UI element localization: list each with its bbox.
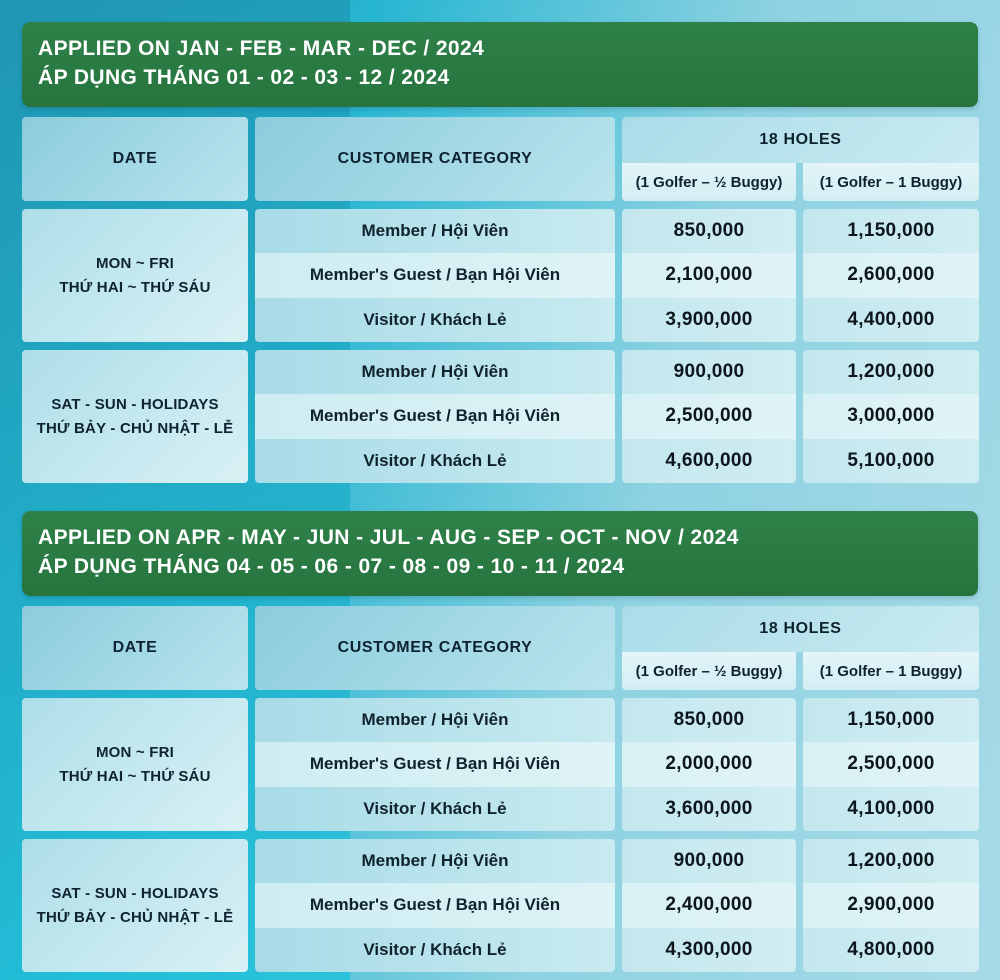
- category-label: Member's Guest / Bạn Hội Viên: [309, 895, 561, 915]
- banner-line-vi: ÁP DỤNG THÁNG 01 - 02 - 03 - 12 / 2024: [38, 65, 450, 89]
- price-full-buggy-cell: [803, 298, 979, 342]
- price-half-buggy-cell: [622, 298, 796, 342]
- day-group-line-en: SAT - SUN - HOLIDAYS: [51, 396, 219, 414]
- col-header-half-buggy: [622, 163, 796, 201]
- price-value: 2,500,000: [847, 753, 935, 775]
- price-value: 900,000: [673, 361, 745, 383]
- price-value: 1,150,000: [847, 220, 935, 242]
- banner-line-en: APPLIED ON APR - MAY - JUN - JUL - AUG - SEP - OCT - NOV / 2024: [38, 525, 739, 549]
- half-buggy-price-column: [622, 350, 796, 483]
- category-label: Visitor / Khách Lẻ: [363, 798, 507, 818]
- category-label: Member / Hội Viên: [361, 362, 509, 382]
- price-half-buggy-cell: [622, 742, 796, 786]
- category-cell: [255, 698, 615, 742]
- price-value: 3,000,000: [847, 405, 935, 427]
- price-full-buggy-cell: [803, 883, 979, 927]
- price-value: 3,900,000: [665, 308, 753, 330]
- category-label: Member / Hội Viên: [361, 221, 509, 241]
- price-full-buggy-cell: [803, 698, 979, 742]
- price-full-buggy-cell: [803, 209, 979, 253]
- price-full-buggy-cell: [803, 787, 979, 831]
- day-group-line-vi: THỨ BẢY - CHỦ NHẬT - LỄ: [36, 908, 234, 926]
- category-label: Member / Hội Viên: [361, 851, 509, 871]
- price-half-buggy-cell: [622, 209, 796, 253]
- col-header-half-buggy-label: (1 Golfer – ½ Buggy): [635, 173, 783, 191]
- category-column: [255, 350, 615, 483]
- price-half-buggy-cell: [622, 439, 796, 483]
- col-header-date-label: DATE: [112, 639, 158, 656]
- price-full-buggy-cell: [803, 253, 979, 297]
- col-header-date: [22, 117, 248, 201]
- category-cell: [255, 883, 615, 927]
- col-header-18-holes-group: [622, 606, 979, 690]
- col-header-18-holes-group: [622, 117, 979, 201]
- day-group-weekday-cell: [22, 698, 248, 831]
- full-buggy-price-column: [803, 698, 979, 831]
- full-buggy-price-column: [803, 839, 979, 972]
- day-group-weekend-label: [37, 393, 234, 440]
- price-full-buggy-cell: [803, 439, 979, 483]
- category-label: Member's Guest / Bạn Hội Viên: [309, 754, 561, 774]
- category-column: [255, 209, 615, 342]
- category-cell: [255, 394, 615, 438]
- rate-period-banner: [22, 511, 978, 596]
- category-cell: [255, 839, 615, 883]
- col-header-full-buggy-label: (1 Golfer – 1 Buggy): [819, 173, 963, 191]
- price-value: 900,000: [673, 850, 745, 872]
- col-header-date-label: DATE: [112, 150, 158, 167]
- price-value: 3,600,000: [665, 797, 753, 819]
- category-cell: [255, 253, 615, 297]
- day-group-line-en: MON ~ FRI: [95, 255, 175, 273]
- full-buggy-price-column: [803, 209, 979, 342]
- col-header-category: [255, 606, 615, 690]
- category-label: Member's Guest / Bạn Hội Viên: [309, 265, 561, 285]
- col-header-18-holes: [622, 606, 979, 652]
- day-group-line-vi: THỨ HAI ~ THỨ SÁU: [59, 767, 211, 785]
- full-buggy-price-column: [803, 350, 979, 483]
- rate-period-banner: [22, 22, 978, 107]
- category-label: Visitor / Khách Lẻ: [363, 450, 507, 470]
- category-cell: [255, 350, 615, 394]
- category-label: Visitor / Khách Lẻ: [363, 939, 507, 959]
- category-label: Member / Hội Viên: [361, 710, 509, 730]
- col-header-18-holes-label: 18 HOLES: [759, 620, 842, 637]
- day-group-weekend-cell: [22, 350, 248, 483]
- price-full-buggy-cell: [803, 350, 979, 394]
- category-cell: [255, 439, 615, 483]
- col-header-18-holes: [622, 117, 979, 163]
- day-group-line-vi: THỨ BẢY - CHỦ NHẬT - LỄ: [36, 419, 234, 437]
- price-value: 1,150,000: [847, 709, 935, 731]
- category-cell: [255, 209, 615, 253]
- price-value: 1,200,000: [847, 361, 935, 383]
- day-group-weekday-cell: [22, 209, 248, 342]
- day-group-weekday-label: [59, 252, 210, 299]
- day-group-weekend-cell: [22, 839, 248, 972]
- price-value: 2,600,000: [847, 264, 935, 286]
- price-value: 850,000: [673, 220, 745, 242]
- price-half-buggy-cell: [622, 787, 796, 831]
- banner-line-en: APPLIED ON JAN - FEB - MAR - DEC / 2024: [38, 36, 485, 60]
- half-buggy-price-column: [622, 209, 796, 342]
- category-cell: [255, 742, 615, 786]
- price-value: 2,100,000: [665, 264, 753, 286]
- category-column: [255, 839, 615, 972]
- rate-table: [22, 117, 978, 483]
- price-half-buggy-cell: [622, 253, 796, 297]
- half-buggy-price-column: [622, 839, 796, 972]
- day-group-line-en: SAT - SUN - HOLIDAYS: [51, 885, 219, 903]
- col-subheaders: [622, 652, 979, 690]
- price-value: 2,000,000: [665, 753, 753, 775]
- price-value: 5,100,000: [847, 449, 935, 471]
- col-header-full-buggy: [803, 652, 979, 690]
- col-header-full-buggy-label: (1 Golfer – 1 Buggy): [819, 662, 963, 680]
- price-half-buggy-cell: [622, 698, 796, 742]
- category-cell: [255, 787, 615, 831]
- price-value: 2,900,000: [847, 894, 935, 916]
- rate-table: [22, 606, 978, 972]
- price-half-buggy-cell: [622, 350, 796, 394]
- price-full-buggy-cell: [803, 839, 979, 883]
- price-full-buggy-cell: [803, 394, 979, 438]
- col-header-half-buggy-label: (1 Golfer – ½ Buggy): [635, 662, 783, 680]
- category-label: Member's Guest / Bạn Hội Viên: [309, 406, 561, 426]
- day-group-line-vi: THỨ HAI ~ THỨ SÁU: [59, 278, 211, 296]
- category-cell: [255, 928, 615, 972]
- price-value: 2,400,000: [665, 894, 753, 916]
- col-header-18-holes-label: 18 HOLES: [759, 131, 842, 148]
- col-subheaders: [622, 163, 979, 201]
- category-label: Visitor / Khách Lẻ: [363, 309, 507, 329]
- price-value: 1,200,000: [847, 850, 935, 872]
- banner-line-vi: ÁP DỤNG THÁNG 04 - 05 - 06 - 07 - 08 - 09 - 10 - 11 / 2024: [38, 554, 625, 578]
- half-buggy-price-column: [622, 698, 796, 831]
- price-value: 850,000: [673, 709, 745, 731]
- price-value: 4,800,000: [847, 938, 935, 960]
- col-header-category-label: CUSTOMER CATEGORY: [337, 150, 533, 167]
- col-header-full-buggy: [803, 163, 979, 201]
- price-half-buggy-cell: [622, 839, 796, 883]
- rate-section-summer: [22, 511, 978, 972]
- col-header-category: [255, 117, 615, 201]
- category-column: [255, 698, 615, 831]
- day-group-line-en: MON ~ FRI: [95, 744, 175, 762]
- price-value: 4,400,000: [847, 308, 935, 330]
- col-header-half-buggy: [622, 652, 796, 690]
- price-full-buggy-cell: [803, 928, 979, 972]
- day-group-weekend-label: [37, 882, 234, 929]
- price-value: 4,100,000: [847, 797, 935, 819]
- col-header-date: [22, 606, 248, 690]
- price-half-buggy-cell: [622, 883, 796, 927]
- price-value: 2,500,000: [665, 405, 753, 427]
- price-half-buggy-cell: [622, 394, 796, 438]
- price-value: 4,300,000: [665, 938, 753, 960]
- category-cell: [255, 298, 615, 342]
- rate-section-winter: [22, 22, 978, 483]
- price-half-buggy-cell: [622, 928, 796, 972]
- price-value: 4,600,000: [665, 449, 753, 471]
- price-full-buggy-cell: [803, 742, 979, 786]
- col-header-category-label: CUSTOMER CATEGORY: [337, 639, 533, 656]
- day-group-weekday-label: [59, 741, 210, 788]
